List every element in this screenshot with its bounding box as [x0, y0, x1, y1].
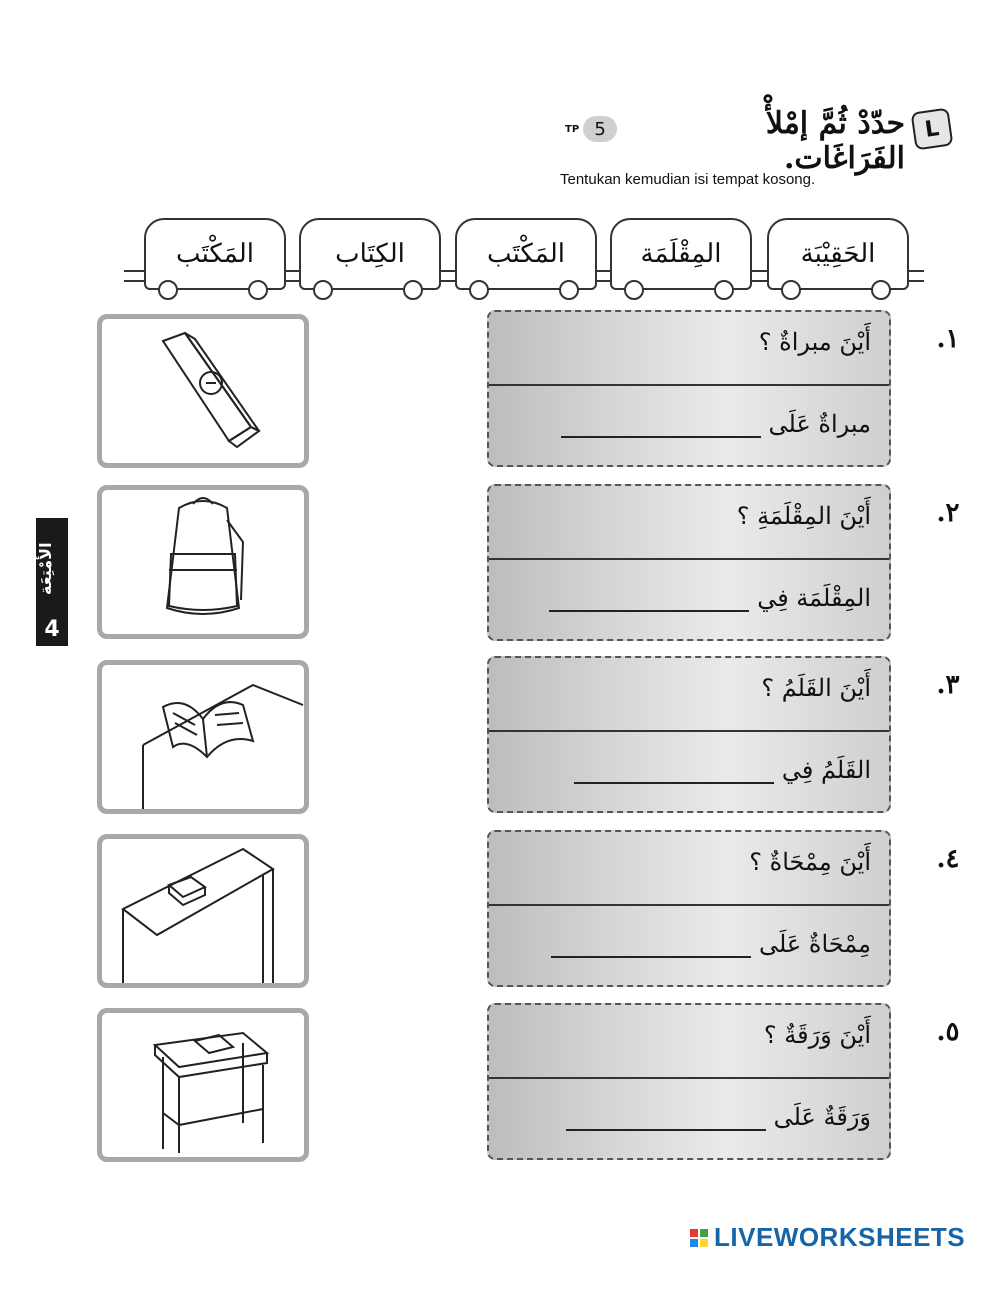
chapter-number: 4 — [44, 617, 60, 642]
answer-line — [551, 930, 871, 958]
train-wheel-icon — [871, 280, 891, 300]
chapter-side-tab — [36, 518, 68, 646]
question-text: أَيْنَ المِقْلَمَةِ ؟ — [736, 502, 871, 530]
train-car-2: المِقْلَمَة — [610, 218, 752, 290]
answer-blank-input[interactable] — [574, 762, 774, 784]
answer-prefix: وَرَقَةٌ عَلَى — [773, 1103, 871, 1131]
chapter-title: الأَمْتِعَة — [36, 542, 55, 596]
train-car-5: المَكْتَب — [144, 218, 286, 290]
train-wheel-icon — [624, 280, 644, 300]
question-divider — [489, 1077, 889, 1079]
book-on-table-icon — [102, 665, 304, 809]
question-box — [487, 310, 891, 467]
train-car-1: الحَقِيْبَة — [767, 218, 909, 290]
answer-prefix: المِقْلَمَة فِي — [757, 584, 871, 612]
eraser-on-desk-icon — [102, 839, 304, 983]
question-box — [487, 1003, 891, 1160]
train-wheel-icon — [714, 280, 734, 300]
train-wheel-icon — [313, 280, 333, 300]
answer-blank-input[interactable] — [561, 416, 761, 438]
question-number: ٥. — [936, 1017, 960, 1047]
question-divider — [489, 384, 889, 386]
train-car-4: الكِتَاب — [299, 218, 441, 290]
answer-blank-input[interactable] — [551, 936, 751, 958]
train-wheel-icon — [248, 280, 268, 300]
question-text: أَيْنَ وَرَقَةٌ ؟ — [763, 1021, 871, 1049]
backpack-icon — [102, 490, 304, 634]
logo-square-blue — [690, 1239, 698, 1247]
answer-prefix: القَلَمُ فِي — [781, 756, 871, 784]
tp-number: 5 — [583, 116, 617, 142]
tp-indicator — [565, 116, 617, 142]
train-car-3: المَكْتَب — [455, 218, 597, 290]
answer-blank-input[interactable] — [549, 590, 749, 612]
question-box — [487, 656, 891, 813]
eraser-on-desk-picture — [97, 834, 309, 988]
question-number: ٣. — [936, 670, 960, 700]
instruction-subtitle: Tentukan kemudian isi tempat kosong. — [560, 171, 816, 188]
answer-blank-input[interactable] — [566, 1109, 766, 1131]
question-text: أَيْنَ مبراةٌ ؟ — [758, 328, 871, 356]
instruction-title: حدّدْ ثُمَّ إمْلأْ الفَرَاغَات. — [765, 106, 905, 176]
book-on-table-picture — [97, 660, 309, 814]
logo-text: LIVEWORKSHEETS — [714, 1222, 966, 1252]
answer-line — [561, 410, 871, 438]
answer-line — [549, 584, 871, 612]
logo-square-green — [700, 1229, 708, 1237]
tp-label: TP — [565, 123, 580, 135]
question-divider — [489, 730, 889, 732]
logo-mark-icon — [690, 1229, 708, 1247]
train-wheel-icon — [158, 280, 178, 300]
liveworksheets-logo — [690, 1222, 965, 1253]
question-text: أَيْنَ مِمْحَاةٌ ؟ — [749, 848, 871, 876]
question-box — [487, 484, 891, 641]
train-wheel-icon — [781, 280, 801, 300]
paper-on-stool-picture — [97, 1008, 309, 1162]
question-divider — [489, 904, 889, 906]
train-wheel-icon — [559, 280, 579, 300]
logo-square-red — [690, 1229, 698, 1237]
backpack-picture — [97, 485, 309, 639]
paper-on-stool-icon — [102, 1013, 304, 1157]
answer-line — [566, 1103, 871, 1131]
answer-prefix: مبراةٌ عَلَى — [768, 410, 871, 438]
exercise-badge: L — [911, 108, 954, 151]
question-number: ٤. — [936, 844, 960, 874]
question-divider — [489, 558, 889, 560]
question-number: ١. — [936, 324, 960, 354]
pencil-case-picture — [97, 314, 309, 468]
question-box — [487, 830, 891, 987]
answer-line — [574, 756, 871, 784]
answer-prefix: مِمْحَاةٌ عَلَى — [758, 930, 871, 958]
logo-square-yellow — [700, 1239, 708, 1247]
question-text: أَيْنَ القَلَمُ ؟ — [761, 674, 871, 702]
question-number: ٢. — [936, 498, 960, 528]
train-wheel-icon — [403, 280, 423, 300]
train-wheel-icon — [469, 280, 489, 300]
pencil-case-icon — [102, 319, 304, 463]
